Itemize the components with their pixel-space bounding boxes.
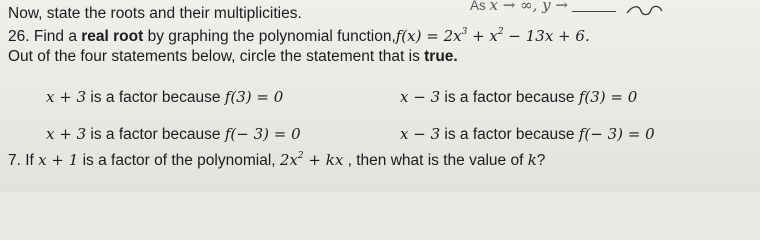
- option-a[interactable]: x + 3 is a factor because f(3) = 0: [46, 88, 284, 106]
- option-c[interactable]: x + 3 is a factor because f(− 3) = 0: [46, 125, 301, 143]
- handwritten-scribble: [625, 3, 665, 17]
- function-expression: $f(x) = 2x^3 + x^2 - 13x + 6$.: [395, 27, 590, 45]
- limit-note: As x → ∞, y →: [470, 0, 616, 15]
- polynomial-expression: $2x^2$ + kx: [279, 151, 344, 169]
- question-26-prompt: 26. Find a real root by graphing the polynomial function,f(x) = $2x^3 + x^2 - 13x + 6$.: [8, 27, 590, 45]
- option-b[interactable]: x − 3 is a factor because f(3) = 0: [400, 88, 638, 106]
- option-d[interactable]: x − 3 is a factor because f(− 3) = 0: [400, 125, 655, 143]
- answer-blank[interactable]: [572, 0, 616, 12]
- roots-prompt: Now, state the roots and their multiplicities.: [8, 5, 302, 22]
- question-27-prompt: 7. If x + 1 is a factor of the polynomial, $2x^2$ + kx , then what is the value of k?: [8, 151, 546, 169]
- question-26-instruction: Out of the four statements below, circle the statement that is true.: [8, 48, 458, 65]
